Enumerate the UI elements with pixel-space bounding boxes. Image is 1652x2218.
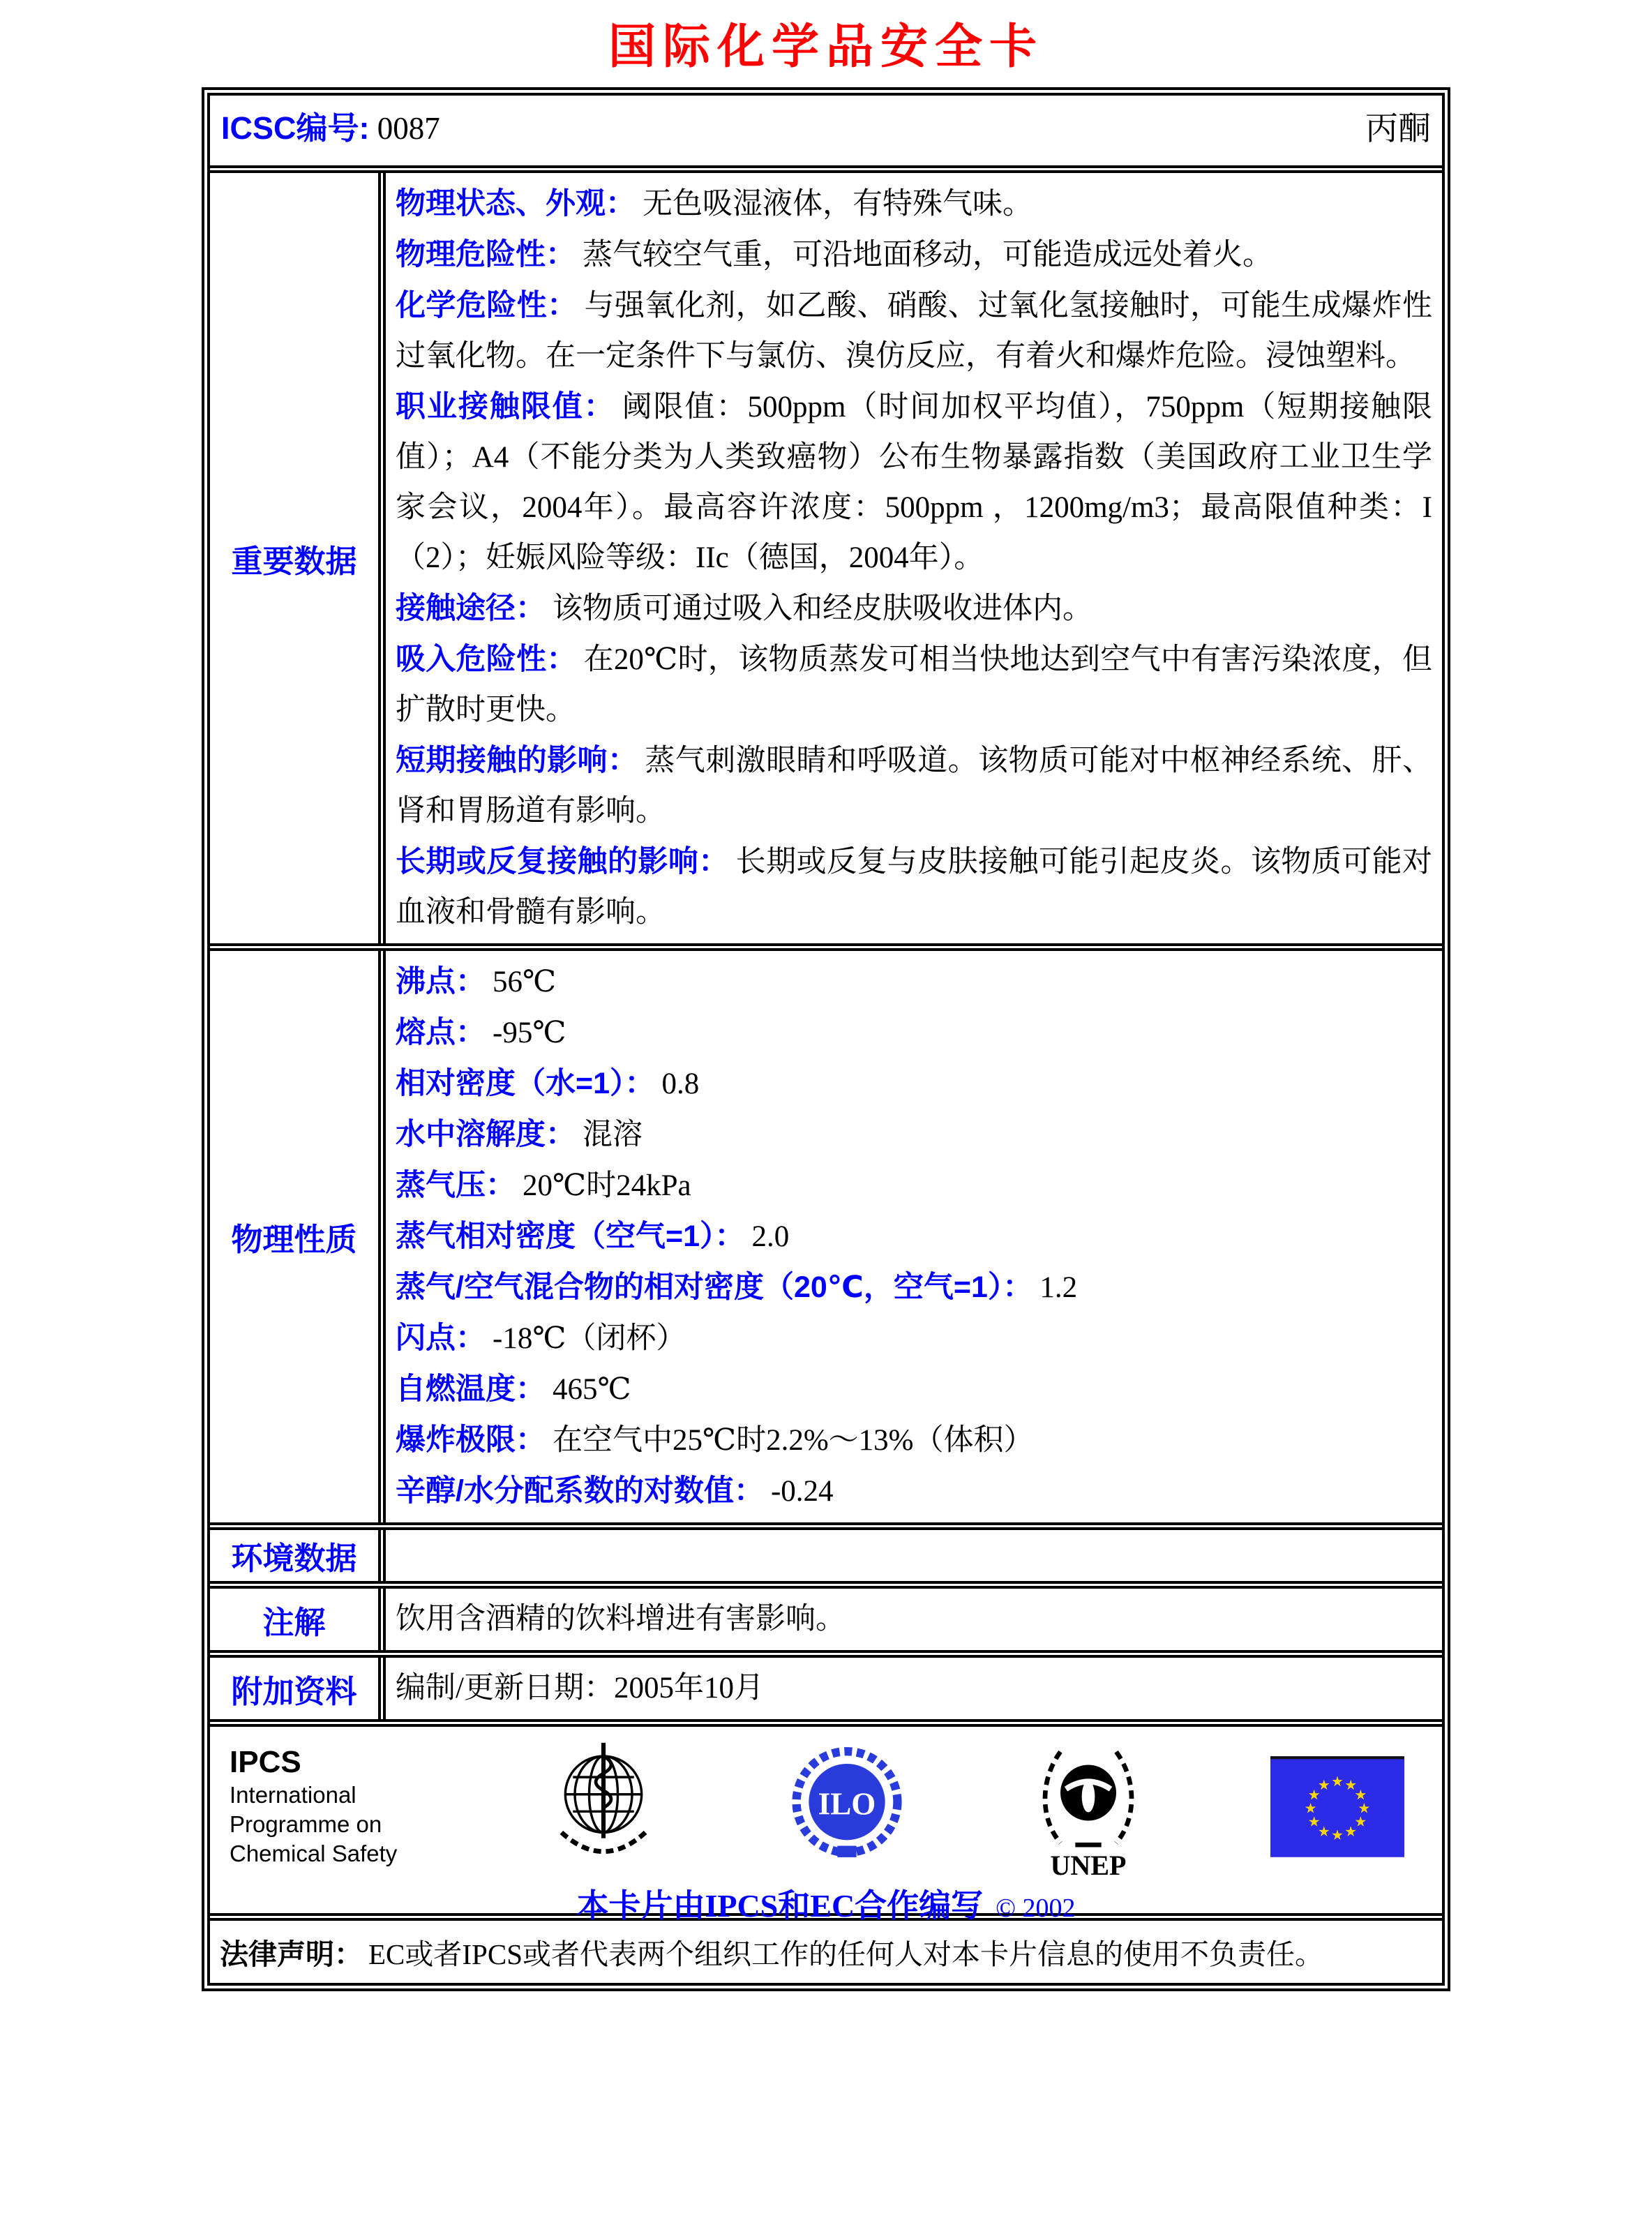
section-additional-info — [210, 1650, 1442, 1719]
who-logo-icon — [545, 1735, 662, 1878]
section-physical-properties — [210, 943, 1442, 1522]
additional-info-content — [386, 1658, 1442, 1719]
important-item: 短期接触的影响： 蒸气刺激眼睛和呼吸道。该物质可能对中枢神经系统、肝、肾和胃肠道有影响。 — [396, 744, 1433, 827]
card-header-row — [210, 96, 1442, 165]
page-title: 国际化学品安全卡 — [608, 20, 1044, 73]
ilo-text: ILO — [818, 1785, 876, 1821]
cooperation-caption-text: 本卡片由IPCS和EC合作编写 — [576, 1888, 984, 1924]
important-item: 职业接触限值： 阈限值：500ppm（时间加权平均值），750ppm（短期接触限值）；A4（不能分类为人类致癌物）公布生物暴露指数（美国政府工业卫生学家会议，2004年）。最高容许浓度：500ppm ，1200mg/m3；最高限值种类：I（2）；妊娠风险等级：IIc（德国，2004年）。 — [396, 390, 1432, 574]
important-item: 吸入危险性： 在20℃时，该物质蒸发可相当快地达到空气中有害污染浓度，但扩散时更快。 — [396, 643, 1433, 726]
section-label-environmental-data: 环境数据 — [210, 1530, 386, 1581]
ipcs-block — [230, 1744, 418, 1868]
legal-notice-text: EC或者IPCS或者代表两个组织工作的任何人对本卡片信息的使用不负责任。 — [368, 1938, 1323, 1970]
environmental-data-content — [386, 1530, 1442, 1581]
section-label-notes: 注解 — [210, 1589, 386, 1650]
physical-item: 蒸气相对密度（空气=1）： 2.0 — [396, 1220, 790, 1253]
chemical-name: 丙酮 — [1365, 111, 1431, 147]
physical-item: 蒸气压： 20℃时24kPa — [396, 1169, 691, 1202]
important-item: 长期或反复接触的影响： 长期或反复与皮肤接触可能引起皮炎。该物质可能对血液和骨髓有影响。 — [396, 845, 1433, 929]
section-environmental-data — [210, 1522, 1442, 1581]
ipcs-name-line: International — [230, 1782, 356, 1808]
ipcs-name-line: Chemical Safety — [230, 1841, 398, 1866]
icsc-number-group — [221, 103, 440, 148]
physical-item: 沸点： 56℃ — [396, 965, 557, 998]
important-item: 接触途径： 该物质可通过吸入和经皮肤吸收进体内。 — [396, 592, 1092, 625]
section-label-physical-properties: 物理性质 — [210, 951, 386, 1522]
physical-item: 相对密度（水=1）： 0.8 — [396, 1067, 700, 1100]
physical-item: 自燃温度： 465℃ — [396, 1372, 631, 1406]
important-item: 物理危险性： 蒸气较空气重，可沿地面移动，可能造成远处着火。 — [396, 238, 1272, 271]
notes-content — [386, 1589, 1442, 1650]
section-important-data — [210, 165, 1442, 943]
section-label-important-data: 重要数据 — [210, 173, 386, 943]
important-item: 物理状态、外观： 无色吸湿液体，有特殊气味。 — [396, 187, 1032, 220]
ilo-logo-icon — [788, 1735, 906, 1878]
physical-item: 辛醇/水分配系数的对数值： -0.24 — [396, 1474, 834, 1508]
organizations-footer — [210, 1719, 1442, 1924]
physical-item: 蒸气/空气混合物的相对密度（20℃，空气=1）： 1.2 — [396, 1271, 1078, 1304]
physical-item: 爆炸极限： 在空气中25℃时2.2%～13%（体积） — [396, 1423, 1034, 1457]
icsc-number-label: ICSC编号: — [221, 110, 370, 146]
legal-notice-label: 法律声明： — [220, 1938, 363, 1970]
icsc-number-value: 0087 — [377, 111, 440, 146]
physical-item: 水中溶解度： 混溶 — [396, 1118, 643, 1151]
important-data-content — [386, 173, 1442, 943]
section-notes — [210, 1581, 1442, 1650]
unep-text: UNEP — [1050, 1849, 1126, 1878]
eu-flag-icon — [1270, 1756, 1404, 1857]
icsc-card — [202, 87, 1450, 1991]
ipcs-name-line: Programme on — [230, 1811, 382, 1837]
physical-item: 闪点： -18℃（闭杯） — [396, 1321, 686, 1355]
important-item: 化学危险性： 与强氧化剂，如乙酸、硝酸、过氧化氢接触时，可能生成爆炸性过氧化物。在一定条件下与氯仿、溴仿反应，有着火和爆炸危险。浸蚀塑料。 — [396, 289, 1433, 373]
physical-properties-content — [386, 951, 1442, 1522]
logos-band — [227, 1734, 1425, 1879]
notes-text: 饮用含酒精的饮料增进有害影响。 — [396, 1603, 846, 1635]
unep-logo-icon — [1032, 1735, 1144, 1878]
section-label-additional-info: 附加资料 — [210, 1658, 386, 1719]
copyright-text: © 2002 — [996, 1894, 1076, 1923]
physical-item: 熔点： -95℃ — [396, 1016, 566, 1049]
additional-info-text: 编制/更新日期：2005年10月 — [396, 1672, 764, 1704]
ipcs-acronym: IPCS — [230, 1745, 301, 1779]
